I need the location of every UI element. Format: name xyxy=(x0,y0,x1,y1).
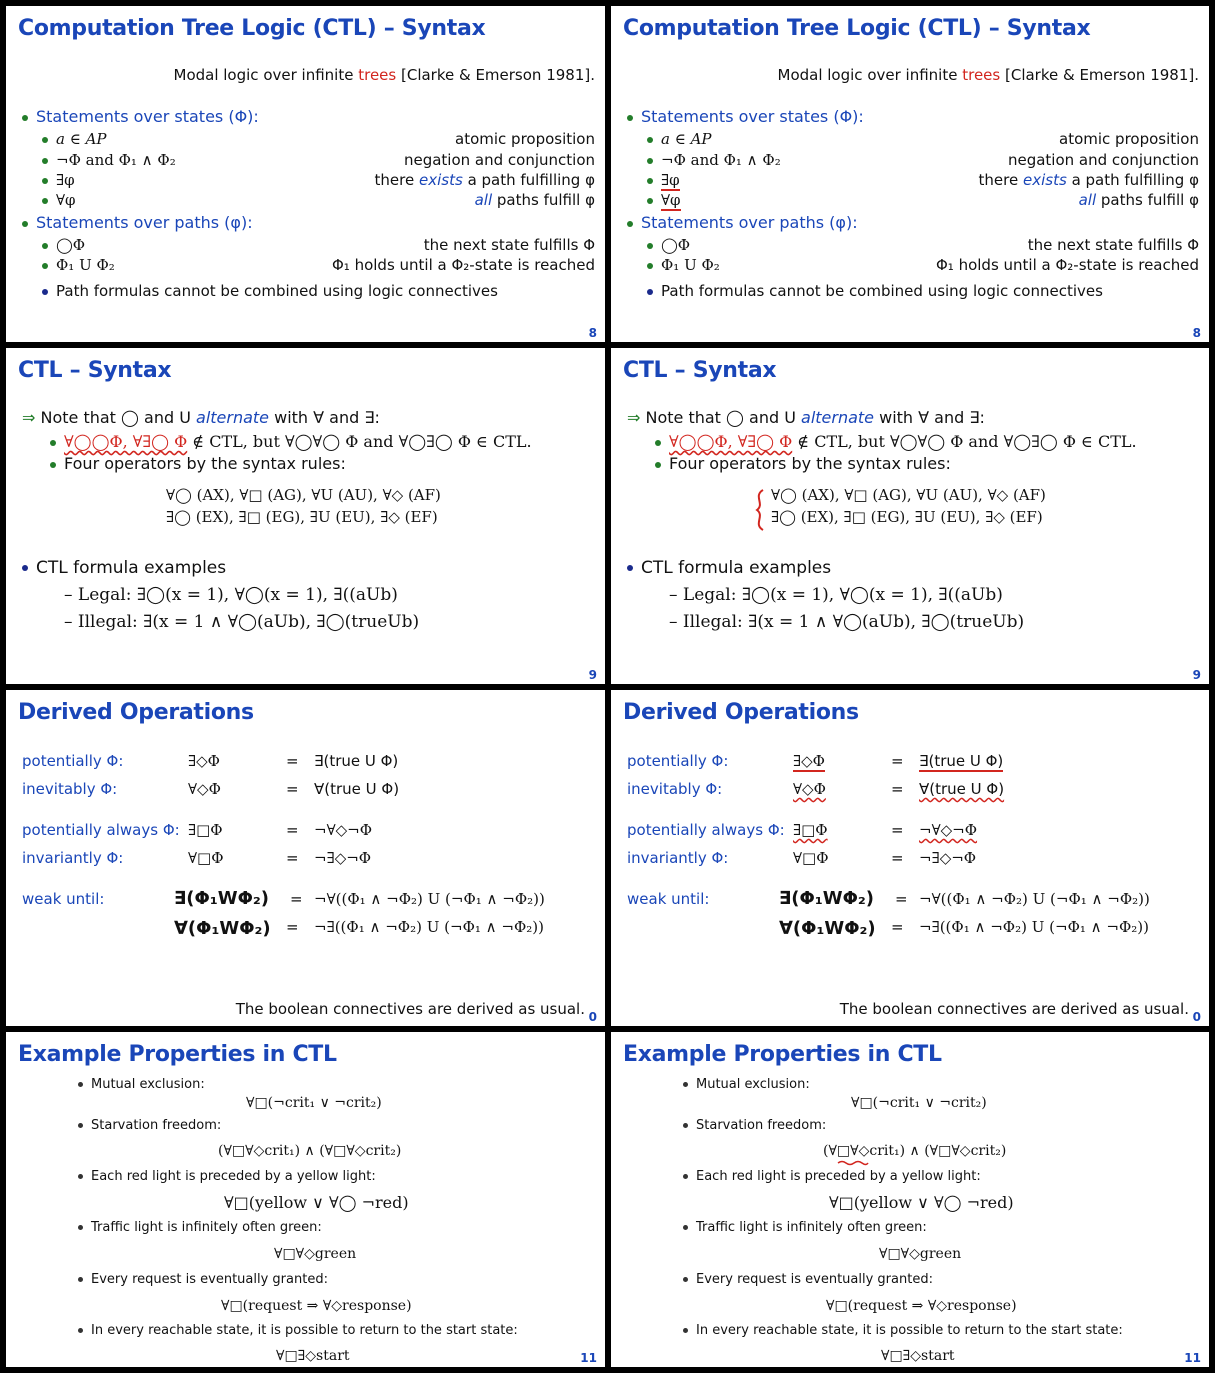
property-description: Mutual exclusion: xyxy=(696,1077,810,1092)
slide-ctl-syntax-right: Computation Tree Logic (CTL) – Syntax Modal logic over infinite trees [Clarke & Emerson 1981]. Statements over states (Φ): a ∈ AP atomic proposition ¬Φ and Φ₁ ∧ Φ₂ negation and conjunction ∃φ there exists a path fulfilling φ ∀φ all paths fulfill φ Statements over paths (φ): ◯Φ the next state fulfills Φ Φ₁ U Φ₂ Φ₁ holds until a Φ₂-state is reached Path formulas cannot be combined using logic connectives 8 xyxy=(611,6,1209,342)
four-operators: Four operators by the syntax rules: xyxy=(669,454,951,473)
property-formula: ∀□(yellow ∨ ∀◯ ¬red) xyxy=(829,1193,1014,1212)
state-formula: a ∈ AP xyxy=(661,130,712,148)
property-formula: (∀□∀◇crit₁) ∧ (∀□∀◇crit₂) xyxy=(823,1143,1007,1159)
alternation-note: ⇒ Note that ◯ and U alternate with ∀ and ∃: xyxy=(22,408,380,427)
weak-until-lhs: ∃(Φ₁WΦ₂) xyxy=(174,888,269,909)
property-formula: ∀□(¬crit₁ ∨ ¬crit₂) xyxy=(246,1095,382,1111)
ctl-membership: ∉ CTL, but ∀◯∀◯ Φ and ∀◯∃◯ Φ ∈ CTL. xyxy=(792,432,1137,451)
operation-label: potentially Φ: xyxy=(627,752,729,770)
weak-until-rhs: ¬∀((Φ₁ ∧ ¬Φ₂) U (¬Φ₁ ∧ ¬Φ₂)) xyxy=(314,890,545,908)
slide-derived-operations-left: Derived Operations potentially Φ: ∃◇Φ = ∃(true U Φ) inevitably Φ: ∀◇Φ = ∀(true U Φ) potentially always Φ: ∃□Φ = ¬∀◇¬Φ invariantly Φ: ∀□Φ = ¬∃◇¬Φ weak until: ∃(Φ₁WΦ₂) = ¬∀((Φ₁ ∧ ¬Φ₂) U (¬Φ₁ ∧ ¬Φ₂)) ∀(Φ₁WΦ₂) = ¬∃((Φ₁ ∧ ¬Φ₂) U (¬Φ₁ ∧ ¬Φ₂)) The boolean connectives are derived as usual. 0 xyxy=(6,690,605,1026)
slide-title: Computation Tree Logic (CTL) – Syntax xyxy=(18,16,486,41)
operation-rhs: ∃(true U Φ) xyxy=(314,752,399,770)
state-desc: atomic proposition xyxy=(455,130,595,148)
property-description: Each red light is preceded by a yellow light: xyxy=(696,1169,981,1184)
operation-label: potentially always Φ: xyxy=(627,821,785,839)
state-formula: a ∈ AP xyxy=(56,130,107,148)
page-number: 0 xyxy=(1192,1010,1201,1024)
path-note: Path formulas cannot be combined using logic connectives xyxy=(661,282,1103,300)
operation-label: potentially always Φ: xyxy=(22,821,180,839)
property-description: Every request is eventually granted: xyxy=(91,1272,328,1287)
state-formula: ∃φ xyxy=(56,171,75,189)
non-ctl-formulas: ∀◯◯Φ, ∀∃◯ Φ xyxy=(64,432,188,451)
property-description: Starvation freedom: xyxy=(696,1118,827,1133)
operation-rhs: ¬∀◇¬Φ xyxy=(314,821,373,839)
operation-lhs: ∃□Φ xyxy=(188,821,223,839)
property-description: Starvation freedom: xyxy=(91,1118,222,1133)
operation-rhs: ∃(true U Φ) xyxy=(919,752,1004,770)
operation-label: inevitably Φ: xyxy=(22,780,118,798)
property-description: Each red light is preceded by a yellow light: xyxy=(91,1169,376,1184)
operation-lhs: ∀□Φ xyxy=(188,849,224,867)
page-number: 8 xyxy=(588,326,597,340)
weak-until-label: weak until: xyxy=(22,890,105,908)
slide-title: CTL – Syntax xyxy=(18,358,172,383)
operation-label: inevitably Φ: xyxy=(627,780,723,798)
operation-label: invariantly Φ: xyxy=(22,849,124,867)
property-description: In every reachable state, it is possible to return to the start state: xyxy=(696,1323,1123,1338)
alternation-note: ⇒ Note that ◯ and U alternate with ∀ and ∃: xyxy=(627,408,985,427)
path-formula: ◯Φ xyxy=(661,236,691,254)
path-desc: Φ₁ holds until a Φ₂-state is reached xyxy=(331,256,595,274)
weak-until-rhs: ¬∃((Φ₁ ∧ ¬Φ₂) U (¬Φ₁ ∧ ¬Φ₂)) xyxy=(919,918,1149,936)
weak-until-lhs: ∃(Φ₁WΦ₂) xyxy=(779,888,874,909)
four-operators: Four operators by the syntax rules: xyxy=(64,454,346,473)
operators-row-a: ∀◯ (AX), ∀□ (AG), ∀U (AU), ∀◇ (AF) xyxy=(166,486,441,504)
legal-example: – Legal: ∃◯(x = 1), ∀◯(x = 1), ∃((aUb) xyxy=(64,585,398,605)
property-formula: ∀□∀◇green xyxy=(879,1246,962,1262)
operation-lhs: ∀◇Φ xyxy=(188,780,221,798)
illegal-example: – Illegal: ∃(x = 1 ∧ ∀◯(aUb), ∃◯(trueUb) xyxy=(669,612,1025,632)
property-description: Traffic light is infinitely often green: xyxy=(91,1220,322,1235)
slide-ctl-syntax-left: Computation Tree Logic (CTL) – Syntax Modal logic over infinite trees [Clarke & Emerson 1981]. Statements over states (Φ): a ∈ AP atomic proposition ¬Φ and Φ₁ ∧ Φ₂ negation and conjunction ∃φ there exists a path fulfilling φ ∀φ all paths fulfill φ Statements over paths (φ): ◯Φ the next state fulfills Φ Φ₁ U Φ₂ Φ₁ holds until a Φ₂-state is reached Path formulas cannot be combined using logic connectives 8 xyxy=(6,6,605,342)
operation-label: potentially Φ: xyxy=(22,752,124,770)
slide-title: CTL – Syntax xyxy=(623,358,777,383)
state-formula: ∀φ xyxy=(661,191,681,209)
property-formula: ∀□(request ⇒ ∀◇response) xyxy=(826,1298,1017,1314)
page-number: 0 xyxy=(588,1010,597,1024)
illegal-example: – Illegal: ∃(x = 1 ∧ ∀◯(aUb), ∃◯(trueUb) xyxy=(64,612,420,632)
operation-lhs: ∃□Φ xyxy=(793,821,828,839)
operation-lhs: ∃◇Φ xyxy=(793,752,825,770)
property-formula: ∀□(¬crit₁ ∨ ¬crit₂) xyxy=(851,1095,987,1111)
path-desc: the next state fulfills Φ xyxy=(1027,236,1199,254)
state-formula: ¬Φ and Φ₁ ∧ Φ₂ xyxy=(56,151,176,169)
examples-heading: CTL formula examples xyxy=(641,558,832,578)
operation-rhs: ∀(true U Φ) xyxy=(919,780,1005,798)
state-formula: ∀φ xyxy=(56,191,76,209)
operation-lhs: ∀□Φ xyxy=(793,849,829,867)
operation-label: invariantly Φ: xyxy=(627,849,729,867)
property-description: Traffic light is infinitely often green: xyxy=(696,1220,927,1235)
property-description: Every request is eventually granted: xyxy=(696,1272,933,1287)
ctl-membership: ∉ CTL, but ∀◯∀◯ Φ and ∀◯∃◯ Φ ∈ CTL. xyxy=(187,432,532,451)
state-desc: negation and conjunction xyxy=(1007,151,1199,169)
weak-until-lhs: ∀(Φ₁WΦ₂) xyxy=(174,918,271,939)
operation-lhs: ∀◇Φ xyxy=(793,780,826,798)
paths-heading: Statements over paths (φ): xyxy=(641,213,858,232)
property-formula: ∀□∃◇start xyxy=(276,1348,350,1364)
path-note: Path formulas cannot be combined using logic connectives xyxy=(56,282,498,300)
slide-example-properties-right xyxy=(611,1032,1209,1367)
slide-title: Example Properties in CTL xyxy=(623,1042,942,1067)
footer-note: The boolean connectives are derived as usual. xyxy=(235,1000,585,1018)
page-number: 9 xyxy=(1192,668,1201,682)
weak-until-lhs: ∀(Φ₁WΦ₂) xyxy=(779,918,876,939)
page-number: 9 xyxy=(588,668,597,682)
path-desc: Φ₁ holds until a Φ₂-state is reached xyxy=(935,256,1199,274)
state-desc: negation and conjunction xyxy=(403,151,595,169)
paths-heading: Statements over paths (φ): xyxy=(36,213,253,232)
operation-rhs: ∀(true U Φ) xyxy=(314,780,400,798)
operation-lhs: ∃◇Φ xyxy=(188,752,220,770)
red-brace-annotation xyxy=(751,488,767,532)
property-formula: ∀□(request ⇒ ∀◇response) xyxy=(221,1298,412,1314)
state-formula: ∃φ xyxy=(661,171,680,189)
operation-rhs: ¬∀◇¬Φ xyxy=(919,821,978,839)
examples-heading: CTL formula examples xyxy=(36,558,227,578)
slide-example-properties-left xyxy=(6,1032,605,1367)
path-formula: ◯Φ xyxy=(56,236,86,254)
slide-title: Derived Operations xyxy=(18,700,254,725)
operators-row-a: ∀◯ (AX), ∀□ (AG), ∀U (AU), ∀◇ (AF) xyxy=(771,486,1046,504)
operators-row-e: ∃◯ (EX), ∃□ (EG), ∃U (EU), ∃◇ (EF) xyxy=(771,508,1043,526)
property-formula: (∀□∀◇crit₁) ∧ (∀□∀◇crit₂) xyxy=(218,1143,402,1159)
slide-title: Example Properties in CTL xyxy=(18,1042,337,1067)
weak-until-rhs: ¬∃((Φ₁ ∧ ¬Φ₂) U (¬Φ₁ ∧ ¬Φ₂)) xyxy=(314,918,544,936)
page-number: 11 xyxy=(1184,1351,1201,1365)
slide-title: Derived Operations xyxy=(623,700,859,725)
weak-until-label: weak until: xyxy=(627,890,710,908)
operators-row-e: ∃◯ (EX), ∃□ (EG), ∃U (EU), ∃◇ (EF) xyxy=(166,508,438,526)
property-description: In every reachable state, it is possible to return to the start state: xyxy=(91,1323,518,1338)
page-number: 11 xyxy=(580,1351,597,1365)
property-formula: ∀□(yellow ∨ ∀◯ ¬red) xyxy=(224,1193,409,1212)
non-ctl-formulas: ∀◯◯Φ, ∀∃◯ Φ xyxy=(669,432,793,451)
path-desc: the next state fulfills Φ xyxy=(423,236,595,254)
page-number: 8 xyxy=(1192,326,1201,340)
weak-until-rhs: ¬∀((Φ₁ ∧ ¬Φ₂) U (¬Φ₁ ∧ ¬Φ₂)) xyxy=(919,890,1150,908)
operation-rhs: ¬∃◇¬Φ xyxy=(314,849,372,867)
slide-title: Computation Tree Logic (CTL) – Syntax xyxy=(623,16,1091,41)
path-formula: Φ₁ U Φ₂ xyxy=(56,256,115,274)
footer-note: The boolean connectives are derived as usual. xyxy=(839,1000,1189,1018)
property-description: Mutual exclusion: xyxy=(91,1077,205,1092)
state-desc: atomic proposition xyxy=(1059,130,1199,148)
property-formula: ∀□∀◇green xyxy=(274,1246,357,1262)
state-formula: ¬Φ and Φ₁ ∧ Φ₂ xyxy=(661,151,781,169)
property-formula: ∀□∃◇start xyxy=(881,1348,955,1364)
slide-ctl-alternation-right xyxy=(611,348,1209,684)
red-squiggle-annotation xyxy=(837,1160,869,1166)
slide-ctl-alternation-left xyxy=(6,348,605,684)
operation-rhs: ¬∃◇¬Φ xyxy=(919,849,977,867)
legal-example: – Legal: ∃◯(x = 1), ∀◯(x = 1), ∃((aUb) xyxy=(669,585,1003,605)
slide-derived-operations-right: Derived Operations potentially Φ: ∃◇Φ = ∃(true U Φ) inevitably Φ: ∀◇Φ = ∀(true U Φ) potentially always Φ: ∃□Φ = ¬∀◇¬Φ invariantly Φ: ∀□Φ = ¬∃◇¬Φ weak until: ∃(Φ₁WΦ₂) = ¬∀((Φ₁ ∧ ¬Φ₂) U (¬Φ₁ ∧ ¬Φ₂)) ∀(Φ₁WΦ₂) = ¬∃((Φ₁ ∧ ¬Φ₂) U (¬Φ₁ ∧ ¬Φ₂)) The boolean connectives are derived as usual. 0 xyxy=(611,690,1209,1026)
states-heading: Statements over states (Φ): xyxy=(641,107,864,126)
states-heading: Statements over states (Φ): xyxy=(36,107,259,126)
path-formula: Φ₁ U Φ₂ xyxy=(661,256,720,274)
